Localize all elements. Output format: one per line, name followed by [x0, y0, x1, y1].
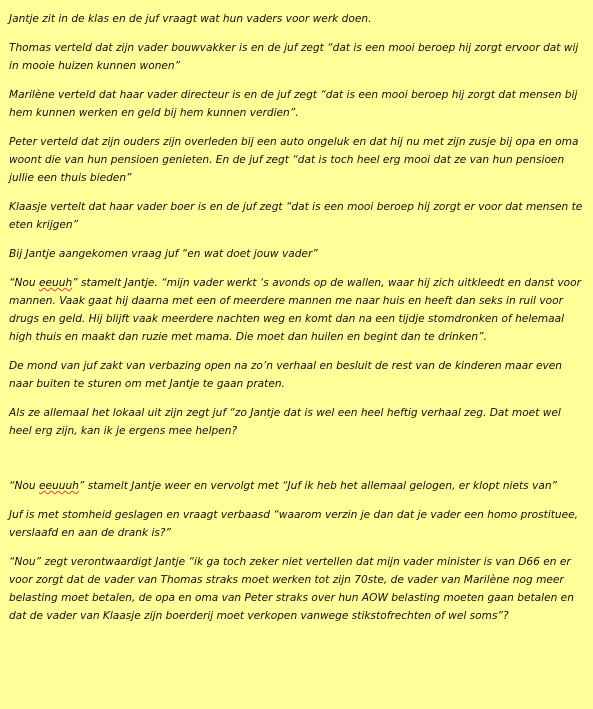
- paragraph-juf-question: [9, 404, 584, 440]
- paragraph-text: Bij Jantje aangekomen vraag juf “en wat doet jouw vader”: [9, 248, 318, 260]
- paragraph-text: Thomas verteld dat zijn vader bouwvakker is en de juf zegt “dat is een mooi beroep hij zorgt ervoor dat wij in mooie huizen kunnen wonen”: [9, 42, 579, 72]
- paragraph-text: ” stamelt Jantje weer en vervolgt met “Juf ik heb het allemaal gelogen, er klopt niets van”: [78, 480, 558, 492]
- paragraph-marilene: [9, 86, 584, 122]
- paragraph-text: Juf is met stomheid geslagen en vraagt verbaasd “waarom verzin je dan dat je vader een homo prostituee, verslaafd en aan de drank is?”: [9, 509, 579, 539]
- paragraph-text: ” stamelt Jantje. “mijn vader werkt ‘s avonds op de wallen, waar hij zich uitkleedt en danst voor mannen. Vaak gaat hij daarna met een of meerdere mannen me naar huis en heeft dan seks in ruil voor drugs en geld. Hij blijft vaak meerdere nachten weg en komt dan na een tijdje stomdronken of helemaal high thuis en maakt dan ruzie met mama. Die moet dan huilen en begint dan te drinken”.: [9, 277, 581, 343]
- paragraph-text: Marilène verteld dat haar vader directeur is en de juf zegt “dat is een mooi beroep hij zorgt dat mensen bij hem kunnen werken en geld bij hem kunnen verdien”.: [9, 89, 578, 119]
- paragraph-text: “Nou: [9, 480, 39, 492]
- paragraph-text: “Nou” zegt verontwaardigt Jantje “ik ga toch zeker niet vertellen dat mijn vader minister is van D66 en er voor zorgt dat de vader van Thomas straks moet werken tot zijn 70ste, de vader van Marilène nog meer belasting moet betalen, de opa en oma van Peter straks over hun AOW belasting moeten gaan betalen en dat de vader van Klaasje zijn boerderij moet verkopen vanwege stikstofrechten of wel soms”?: [9, 556, 574, 622]
- paragraph-peter: [9, 133, 584, 187]
- paragraph-text: De mond van juf zakt van verbazing open na zo’n verhaal en besluit de rest van de kinderen maar even naar buiten te sturen om met Jantje te gaan praten.: [9, 360, 562, 390]
- paragraph-text: Klaasje vertelt dat haar vader boer is en de juf zegt “dat is een mooi beroep hij zorgt er voor dat mensen te eten krijgen”: [9, 201, 583, 231]
- paragraph-text: “Nou: [9, 277, 39, 289]
- paragraph-thomas: [9, 39, 584, 75]
- paragraph-jantje-confession: [9, 477, 584, 495]
- paragraph-juf-reaction: [9, 357, 584, 393]
- paragraph-jantje-question: [9, 245, 584, 263]
- paragraph-klaasje: [9, 198, 584, 234]
- paragraph-text: Jantje zit in de klas en de juf vraagt wat hun vaders voor werk doen.: [9, 13, 372, 25]
- paragraph-punchline: [9, 553, 584, 625]
- spellcheck-underlined-word: eeuuh: [38, 277, 73, 289]
- paragraph-jantje-answer: [9, 274, 584, 346]
- paragraph-text: Peter verteld dat zijn ouders zijn overleden bij een auto ongeluk en dat hij nu met zijn zusje bij opa en oma woont die van hun pensioen genieten. En de juf zegt “dat is toch heel erg mooi dat ze van hun pensioen jullie een thuis bieden”: [9, 136, 579, 184]
- paragraph-intro: [9, 10, 584, 28]
- spellcheck-underlined-word: eeuuuh: [38, 480, 79, 492]
- paragraph-text: Als ze allemaal het lokaal uit zijn zegt juf “zo Jantje dat is wel een heel heftig verhaal zeg. Dat moet wel heel erg zijn, kan ik je ergens mee helpen?: [9, 407, 561, 437]
- paragraph-juf-astonished: [9, 506, 584, 542]
